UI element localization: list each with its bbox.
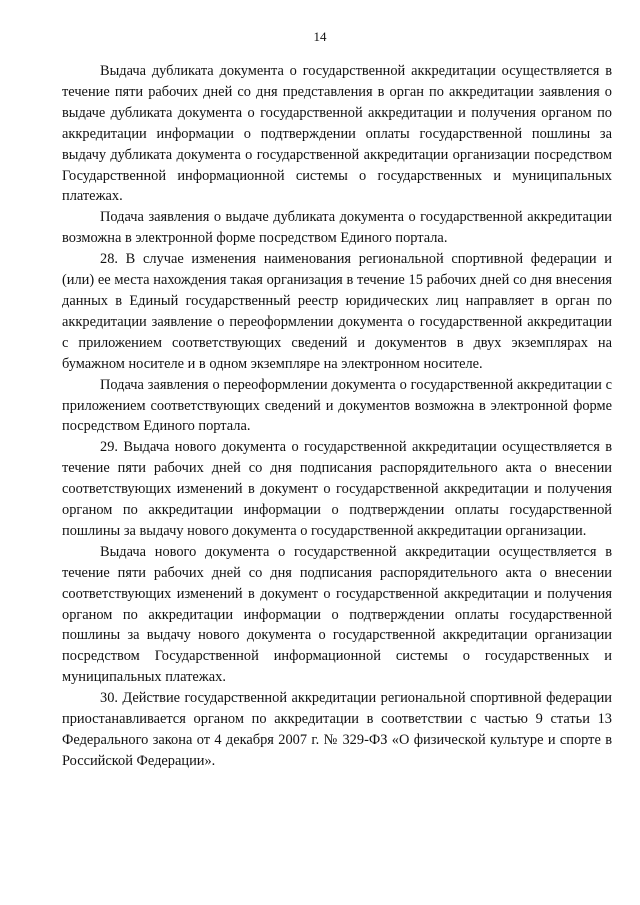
document-body — [62, 61, 612, 772]
paragraph-item-29: 29. Выдача нового документа о государственной аккредитации осуществляется в течение пяти рабочих дней со дня подписания распорядительного акта о внесении соответствующих изменений в документ о государственной аккредитации и получения органом по аккредитации информации о подтверждении оплаты государственной пошлины за выдачу нового документа о государственной аккредитации организации. — [62, 439, 612, 539]
paragraph-reissue-application-electronic: Подача заявления о переоформлении документа о государственной аккредитации с приложением соответствующих сведений и документов возможна в электронной форме посредством Единого портала. — [62, 376, 612, 435]
paragraph-duplicate-application-electronic: Подача заявления о выдаче дубликата документа о государственной аккредитации возможна в электронной форме посредством Единого портала. — [62, 209, 612, 247]
paragraph-new-document-issuance: Выдача нового документа о государственной аккредитации осуществляется в течение пяти рабочих дней со дня подписания распорядительного акта о внесении соответствующих изменений в документ о государственной аккредитации и получения органом по аккредитации информации о подтверждении оплаты государственной пошлины за выдачу нового документа о государственной аккредитации организации посредством Государственной информационной системы о государственных и муниципальных платежах. — [62, 543, 612, 686]
paragraph-item-28: 28. В случае изменения наименования региональной спортивной федерации и (или) ее места нахождения такая организация в течение 15 рабочих дней со дня внесения данных в Единый государственный реестр юридических лиц направляет в орган по аккредитации заявление о переоформлении документа о государственной аккредитации с приложением соответствующих сведений и документов в двух экземплярах на бумажном носителе и в одном экземпляре на электронном носителе. — [62, 251, 612, 372]
paragraph-duplicate-issuance: Выдача дубликата документа о государственной аккредитации осуществляется в течение пяти рабочих дней со дня представления в орган по аккредитации заявления о выдаче дубликата документа о государственной аккредитации и получения органом по аккредитации информации о подтверждении оплаты государственной пошлины за выдачу дубликата документа о государственной аккредитации организации посредством Государственной информационной системы о государственных и муниципальных платежах. — [62, 63, 612, 205]
paragraph-item-30: 30. Действие государственной аккредитации региональной спортивной федерации приостанавливается органом по аккредитации в соответствии с частью 9 статьи 13 Федерального закона от 4 декабря 2007 г. № 329-ФЗ «О физической культуре и спорте в Российской Федерации». — [62, 690, 612, 769]
page-number: 14 — [313, 29, 327, 44]
